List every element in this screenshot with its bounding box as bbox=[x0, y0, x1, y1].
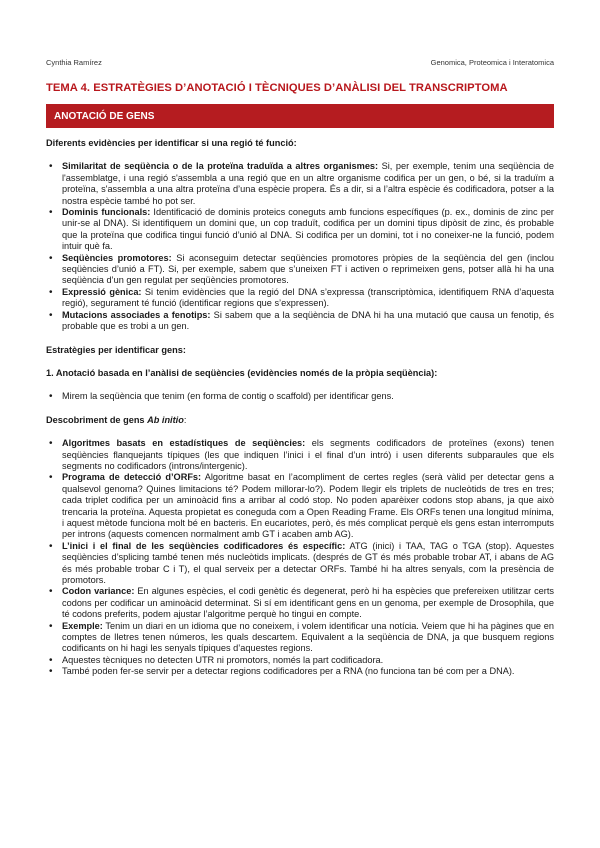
item-term: Seqüències promotores: bbox=[62, 252, 172, 263]
document-body bbox=[46, 138, 554, 678]
abinitio-heading-italic: Ab initio bbox=[147, 414, 184, 425]
item-term: Algoritmes basats en estadístiques de seqüències: bbox=[62, 438, 306, 449]
abinitio-heading-prefix: Descobriment de gens bbox=[46, 414, 148, 425]
item-text: Si aconseguim detectar seqüències promotores pròpies de la seqüència del gen (inclou seqüències d’unió a FT). Si, per exemple, sabem que s’uneixen FT i activen o reprimeixen gens, potser allà hi ha una seqüència d’un gen regulat per seqüències promotores. bbox=[62, 252, 555, 286]
list-item bbox=[62, 541, 554, 587]
list-item: • Mirem la seqüència que tenim (en forma de contig o scaffold) per identificar gens. bbox=[62, 391, 554, 402]
sub1-heading: 1. Anotació basada en l’anàlisi de seqüències (evidències només de la pròpia seqüència): bbox=[46, 367, 438, 378]
list-item bbox=[62, 161, 554, 207]
list-item bbox=[62, 621, 554, 655]
item-term: Programa de detecció d’ORFs: bbox=[62, 472, 202, 483]
item-term: L’inici i el final de les seqüències codificadores és específic: bbox=[62, 540, 346, 551]
item-term: Similaritat de seqüència o de la proteïna traduïda a altres organismes: bbox=[62, 161, 379, 172]
item-text: ATG (inici) i TAA, TAG o TGA (stop). Aquestes seqüències d’splicing també tenen més nucleòtids implicats. (després de GT és més probable trobar AT, i abans de AG és més probable trobar C i T), el qual serveix per a detectar ORFs. També hi ha altres senyals, com la presència de promotors. bbox=[62, 540, 554, 585]
item-term: Expressió gènica: bbox=[62, 286, 142, 297]
evidences-heading: Diferents evidències per identificar si una regió té funció: bbox=[46, 138, 297, 148]
evidences-list bbox=[46, 161, 554, 332]
item-text: Identificació de dominis proteics coneguts amb funcions específiques (p. ex., dominis de zinc per unir-se al DNA). Si identifiquem un domini que, un cop traduït, codifica per un domini tipus dipòsit de zinc, és probable que la proteïna que codifica tingui funció d’unió al DNA. Si codifica per un domini, tot i no coneixer-ne la funció, podem intuir què fa. bbox=[62, 207, 554, 252]
list-item bbox=[62, 310, 554, 333]
item-term: Exemple: bbox=[62, 620, 103, 631]
item-text: En algunes espècies, el codi genètic és degenerat, però hi ha espècies que prefereixen utilitzar certs codons per codificar un aminoàcid determinat. Si sí em identificant gens en un genoma, per exemple de Drosophila, que té codons preferits, podem ajustar l’algoritme perquè ho tingui en compte. bbox=[62, 586, 554, 620]
item-text: Si tenim evidències que la regió del DNA s’expressa (transcriptòmica, identifiquem RNA d’aquesta regió), segurament té funció (identificar regions que s’expressen). bbox=[62, 286, 554, 309]
list-item bbox=[62, 472, 554, 540]
item-term: Mutacions associades a fenotips: bbox=[62, 309, 211, 320]
list-item bbox=[62, 438, 554, 472]
sub1-list bbox=[46, 391, 554, 402]
item-term: Dominis funcionals: bbox=[62, 207, 151, 218]
list-item bbox=[62, 207, 554, 253]
section-header-bar bbox=[46, 104, 554, 128]
item-text: els segments codificadors de proteïnes (exons) tenen seqüències flanquejants típiques (les que indiquen l’inici i el final d’un intró) i usen diferents subparaules que els segments no codificadors (introns/intergenic). bbox=[62, 438, 554, 471]
abinitio-list bbox=[46, 438, 554, 678]
item-text: Si sabem que a la seqüència de DNA hi ha una mutació que causa un fenotip, és probable que es trobi a un gen. bbox=[62, 309, 555, 332]
item-text: També poden fer-se servir per a detectar regions codificadores per a RNA (no funciona tan bé com per a DNA). bbox=[62, 666, 515, 677]
item-text: Algoritme basat en l’acompliment de certes regles (serà vàlid per detectar gens a qualsevol genoma? Quines limitacions té? Podem millorar-lo?). Podem llegir els triplets de nucleòtids de tres en tres; cada triplet codifica per un aminoàcid fins a arribar al codó stop. No poden aparèixer codons stop abans, ja que això trencaria la proteïna. Aquesta propietat es coneguda com a Open Reading Frame. Els ORFs tenen una longitud mínima, i aquest mètode funciona molt bé en bacteris. En eucariotes, però, és més complicat perquè els gens estan interromputs per introns (aquests comencen normalment amb GT i acaben amb AG). bbox=[62, 472, 554, 540]
course-name: Genomica, Proteomica i Interatomica bbox=[430, 58, 554, 67]
document-title: TEMA 4. ESTRATÈGIES D’ANOTACIÓ I TÈCNIQUES D’ANÀLISI DEL TRANSCRIPTOMA bbox=[46, 82, 508, 94]
strategies-heading: Estratègies per identificar gens: bbox=[46, 344, 186, 355]
section-title: ANOTACIÓ DE GENS bbox=[54, 110, 155, 122]
author-name: Cynthia Ramírez bbox=[46, 58, 102, 67]
abinitio-heading bbox=[46, 415, 554, 426]
item-text: Si, per exemple, tenim una seqüència de l'assemblatge, i una regió s'assembla a una regió que en un altre organisme codifica per un gen, o bé, si la traduïm a proteïna, s'assembla a una altra proteïna d’una espècie propera. És a dir, si a l’altra espècie és codificadora, potser a la nostra espècie també ho pot ser. bbox=[62, 161, 554, 206]
list-item bbox=[62, 666, 554, 677]
page-header bbox=[46, 58, 554, 67]
list-item bbox=[62, 287, 554, 310]
list-item bbox=[62, 253, 554, 287]
abinitio-heading-suffix: : bbox=[183, 414, 187, 425]
list-item bbox=[62, 655, 554, 666]
item-term: Codon variance: bbox=[62, 586, 135, 597]
list-item bbox=[62, 586, 554, 620]
item-text: Tenim un diari en un idioma que no coneixem, i volem identificar una notícia. Veiem que hi ha pàgines que en comptes de lletres tenen números, les quals descartem. Equivalent a la seqüència de DNA, ja que busquem regions codificants on hi hagi les senyals típiques d’aquestes regions. bbox=[62, 620, 554, 654]
item-text: Aquestes tècniques no detecten UTR ni promotors, només la part codificadora. bbox=[62, 654, 384, 665]
